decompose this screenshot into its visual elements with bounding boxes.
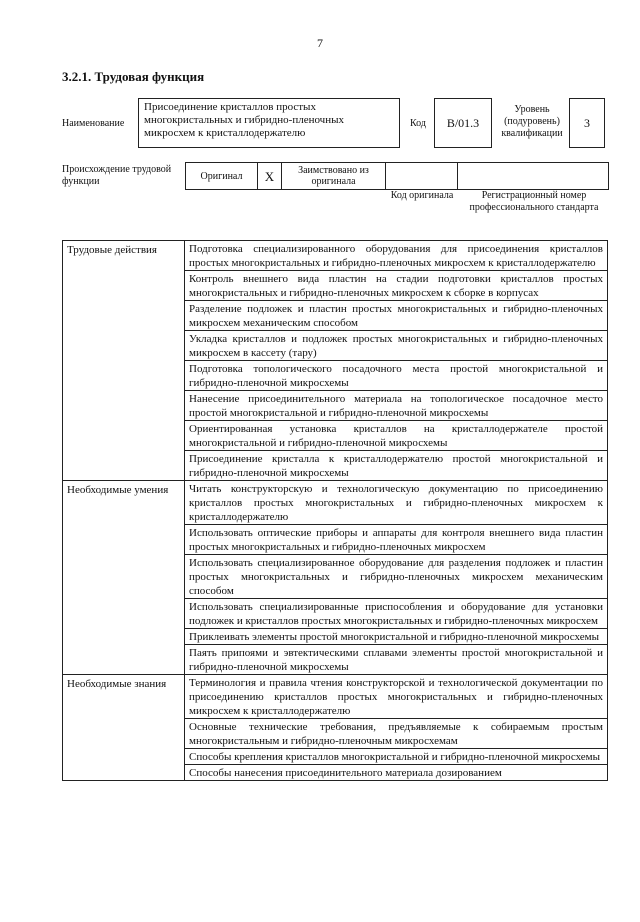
origin-label: Происхождение трудовой функции	[62, 164, 172, 187]
section-item: Контроль внешнего вида пластин на стадии подготовки кристаллов простых многокристальных и гибридно-пленочных микросхем к сборке в корпусах	[185, 271, 608, 301]
borrowed-code-cell	[386, 163, 458, 189]
function-details-table	[62, 240, 608, 781]
section-item: Основные технические требования, предъявляемые к собираемым простым многокристальным и гибридно-пленочным микросхемам	[185, 719, 608, 749]
table-row	[63, 241, 608, 271]
page-number: 7	[317, 36, 323, 50]
level-value-box: 3	[569, 98, 605, 148]
section-item: Разделение подложек и пластин простых многокристальных и гибридно-пленочных микросхем механическим способом	[185, 301, 608, 331]
section-category: Необходимые знания	[63, 675, 185, 781]
section-item: Использовать специализированное оборудование для разделения подложек и пластин простых многокристальных и гибридно-пленочных микросхем механическим способом	[185, 555, 608, 599]
borrowed-label: Заимствовано из оригинала	[282, 163, 386, 189]
section-item: Использовать специализированные приспособления и оборудование для установки подложек и кристаллов простых многокристальных и гибридно-пленочных микросхем	[185, 599, 608, 629]
function-name-box: Присоединение кристаллов простых многокристальных и гибридно-пленочных микросхем к кристаллодержателю	[138, 98, 400, 148]
table-row	[63, 675, 608, 719]
table-row	[63, 481, 608, 525]
section-item: Укладка кристаллов и подложек простых многокристальных и гибридно-пленочных микросхем в кассету (тару)	[185, 331, 608, 361]
section-item: Нанесение присоединительного материала на топологическое посадочное место простой многокристальной и гибридно-пленочной микросхемы	[185, 391, 608, 421]
name-label: Наименование	[62, 118, 125, 129]
original-mark: X	[258, 163, 282, 189]
section-item: Подготовка топологического посадочного места простой многокристальной и гибридно-пленочной микросхемы	[185, 361, 608, 391]
section-item: Присоединение кристалла к кристаллодержателю простой многокристальной и гибридно-пленочной микросхемы	[185, 451, 608, 481]
section-item: Способы нанесения присоединительного материала дозированием	[185, 765, 608, 781]
section-item: Подготовка специализированного оборудования для присоединения кристаллов простых многокристальных и гибридно-пленочных микросхем к кристаллодержателю	[185, 241, 608, 271]
reg-number-cell	[458, 163, 608, 189]
section-item: Приклеивать элементы простой многокристальной и гибридно-пленочной микросхемы	[185, 629, 608, 645]
section-title: 3.2.1. Трудовая функция	[62, 69, 205, 84]
section-item: Паять припоями и эвтектическими сплавами элементы простой многокристальной и гибридно-пленочной микросхемы	[185, 645, 608, 675]
section-item: Ориентированная установка кристаллов на кристаллодержателе простой многокристальной и гибридно-пленочной микросхемы	[185, 421, 608, 451]
section-item: Способы крепления кристаллов многокристальной и гибридно-пленочной микросхемы	[185, 749, 608, 765]
code-value-box: B/01.3	[434, 98, 492, 148]
section-item: Читать конструкторскую и технологическую документацию по присоединению кристаллов простых многокристальных и гибридно-пленочных микросхем к кристаллодержателю	[185, 481, 608, 525]
original-label: Оригинал	[186, 163, 258, 189]
section-category: Трудовые действия	[63, 241, 185, 481]
reg-number-label: Регистрационный номер профессионального стандарта	[469, 190, 599, 213]
section-item: Использовать оптические приборы и аппараты для контроля внешнего вида пластин простых многокристальных и гибридно-пленочных микросхем	[185, 525, 608, 555]
level-label: Уровень (подуровень) квалификации	[501, 104, 563, 139]
code-of-original-label: Код оригинала	[390, 190, 454, 201]
code-label: Код	[410, 118, 426, 129]
origin-row	[185, 162, 609, 190]
section-category: Необходимые умения	[63, 481, 185, 675]
section-item: Терминология и правила чтения конструкторской и технологической документации по присоединению кристаллов простых многокристальных и гибридно-пленочных микросхем к кристаллодержателю	[185, 675, 608, 719]
